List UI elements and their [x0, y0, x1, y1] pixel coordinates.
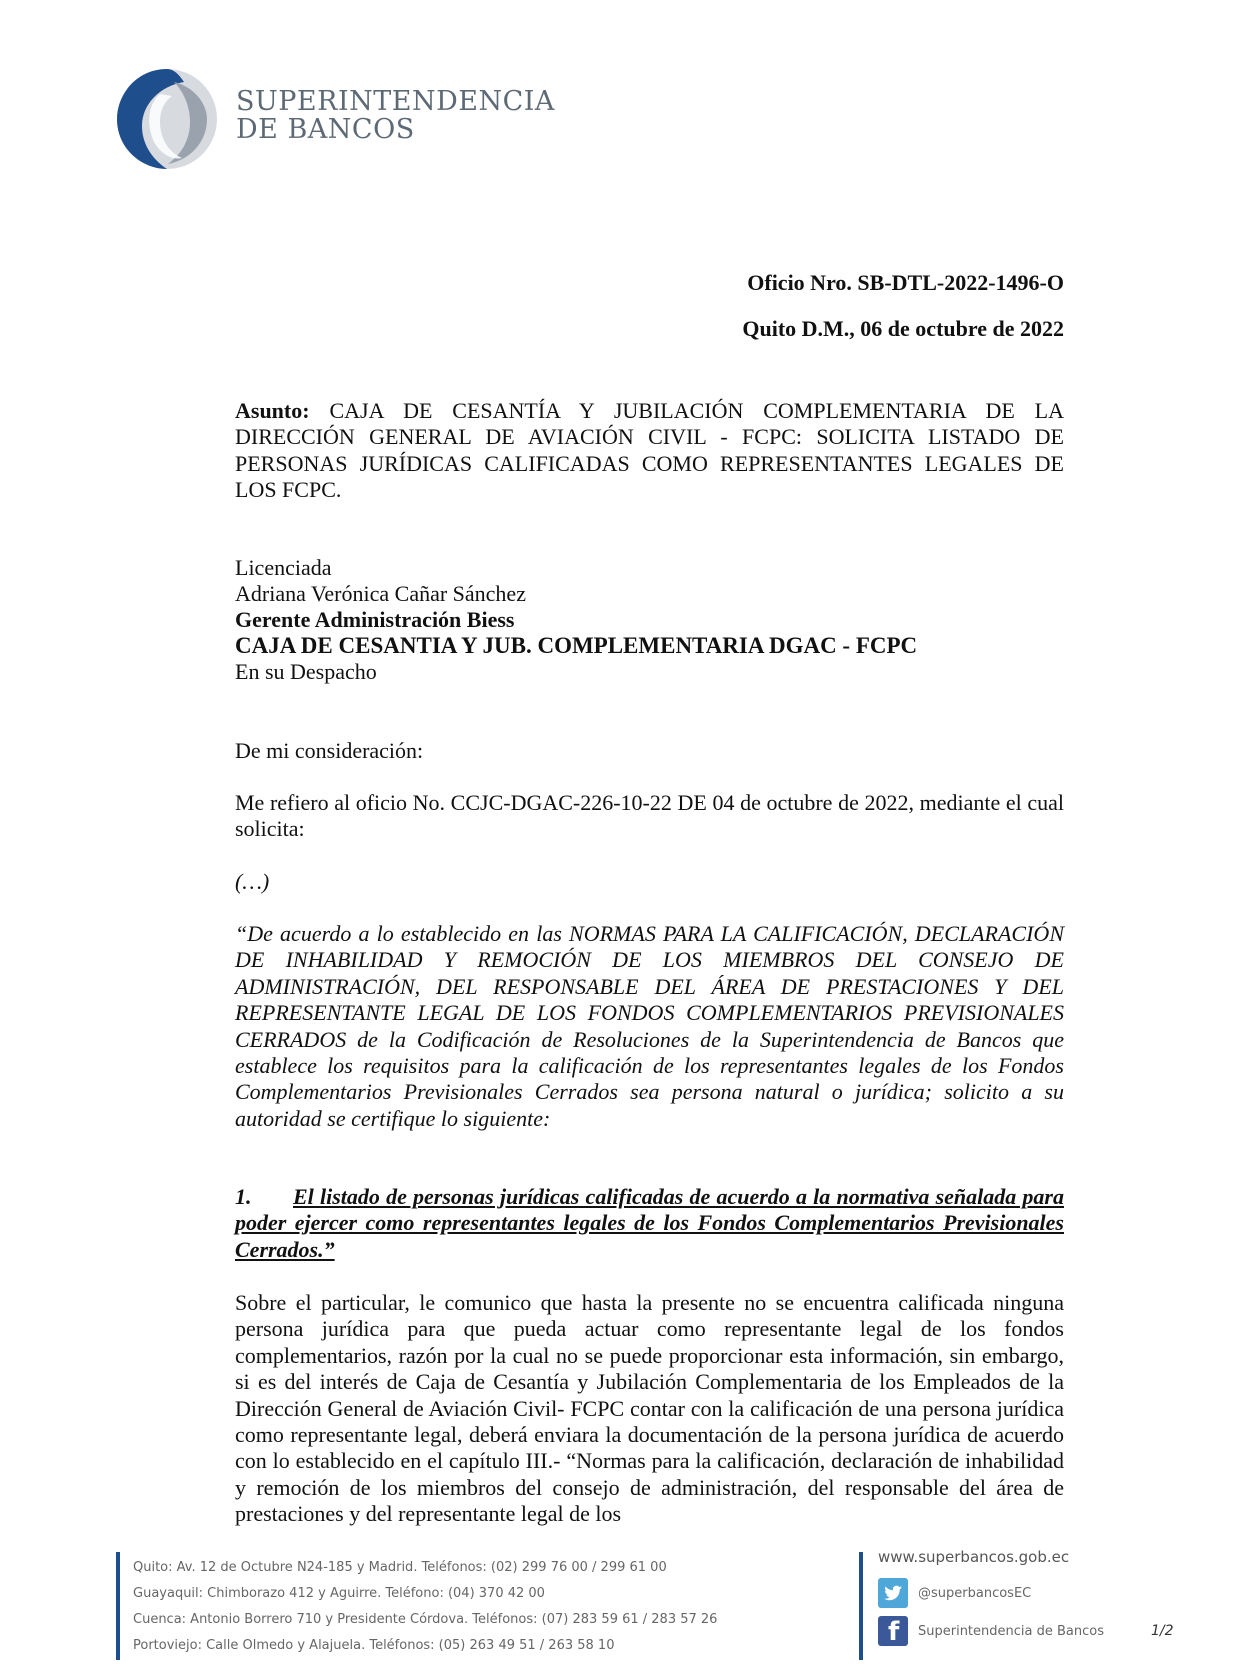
salutation: De mi consideración: — [235, 738, 424, 763]
website-link[interactable]: www.superbancos.gob.ec — [878, 1548, 1070, 1566]
document-date: Quito D.M., 06 de octubre de 2022 — [742, 316, 1064, 341]
asunto-paragraph — [235, 398, 1064, 504]
oficio-number: Oficio Nro. SB-DTL-2022-1496-O — [747, 270, 1064, 295]
twitter-handle: @superbancosEC — [918, 1585, 1032, 1601]
addressee-block — [235, 555, 1064, 685]
address-guayaquil: Guayaquil: Chimborazo 412 y Aguirre. Teléfono: (04) 370 42 00 — [133, 1586, 545, 1601]
quoted-item — [235, 1184, 1064, 1263]
twitter-icon — [878, 1578, 908, 1608]
addressee-title: Licenciada — [235, 555, 332, 580]
addressee-name: Adriana Verónica Cañar Sánchez — [235, 581, 526, 606]
address-quito: Quito: Av. 12 de Octubre N24-185 y Madrid. Teléfonos: (02) 299 76 00 / 299 61 00 — [133, 1560, 667, 1575]
twitter-row[interactable] — [878, 1576, 1104, 1610]
superintendencia-logo — [112, 64, 555, 174]
footer-contact — [878, 1548, 1104, 1652]
facebook-row[interactable] — [878, 1614, 1104, 1648]
logo-swirl-icon — [112, 64, 222, 174]
page-number: 1/2 — [1151, 1623, 1174, 1639]
quoted-request: “De acuerdo a lo establecido en las NORMAS PARA LA CALIFICACIÓN, DECLARACIÓN DE INHABILIDAD Y REMOCIÓN DE LOS MIEMBROS DEL CONSEJO DE ADMINISTRACIÓN, DEL RESPONSABLE DEL ÁREA DE PRESTACIONES Y DEL REPRESENTANTE LEGAL DE LOS FONDOS COMPLEMENTARIOS PREVISIONALES CERRADOS de la Codificación de Resoluciones de la Superintendencia de Bancos que establece los requisitos para la calificación de los representantes legales de los Fondos Complementarios Previsionales Cerrados sea persona natural o jurídica; solicito a su autoridad se certifique lo siguiente: — [235, 921, 1064, 1131]
asunto-label: Asunto: — [235, 398, 310, 423]
footer-divider-right — [859, 1552, 863, 1660]
asunto-text: CAJA DE CESANTÍA Y JUBILACIÓN COMPLEMENTARIA DE LA DIRECCIÓN GENERAL DE AVIACIÓN CIVIL - FCPC: SOLICITA LISTADO DE PERSONAS JURÍDICAS CALIFICADAS COMO REPRESENTANTES LEGALES DE LOS FCPC. — [235, 398, 1064, 503]
footer-addresses — [133, 1555, 717, 1659]
quote-ellipsis: (…) — [235, 869, 270, 894]
address-cuenca: Cuenca: Antonio Borrero 710 y Presidente Córdova. Teléfonos: (07) 283 59 61 / 283 57 26 — [133, 1612, 718, 1627]
logo-line-1: SUPERINTENDENCIA — [236, 86, 555, 117]
footer-divider-left — [116, 1552, 120, 1660]
logo-line-2: DE BANCOS — [236, 114, 415, 145]
item-text: El listado de personas jurídicas calificadas de acuerdo a la normativa señalada para poder ejercer como representantes legales de los Fondos Complementarios Previsionales Cerrados.” — [235, 1184, 1064, 1262]
facebook-icon — [878, 1616, 908, 1646]
item-number: 1. — [235, 1184, 252, 1209]
paragraph-response: Sobre el particular, le comunico que hasta la presente no se encuentra calificada ninguna persona jurídica para que pueda actuar como representante legal de los fondos complementarios, razón por la cual no se puede proporcionar esta información, sin embargo, si es del interés de Caja de Cesantía y Jubilación Complementaria de los Empleados de la Dirección General de Aviación Civil- FCPC contar con la calificación de una persona jurídica como representante legal, deberá enviara la documentación de la persona jurídica de acuerdo con lo establecido en el capítulo III.- “Normas para la calificación, declaración de inhabilidad y remoción de los miembros del consejo de administración, del responsable del área de prestaciones y del representante legal de los — [235, 1290, 1064, 1527]
addressee-location: En su Despacho — [235, 659, 377, 684]
paragraph-reference: Me refiero al oficio No. CCJC-DGAC-226-10-22 DE 04 de octubre de 2022, mediante el cual solicita: — [235, 790, 1064, 842]
addressee-institution: CAJA DE CESANTIA Y JUB. COMPLEMENTARIA DGAC - FCPC — [235, 633, 918, 658]
address-portoviejo: Portoviejo: Calle Olmedo y Alajuela. Teléfonos: (05) 263 49 51 / 263 58 10 — [133, 1638, 615, 1653]
addressee-position: Gerente Administración Biess — [235, 607, 515, 632]
logo-text — [236, 88, 555, 144]
facebook-page: Superintendencia de Bancos — [918, 1623, 1104, 1639]
